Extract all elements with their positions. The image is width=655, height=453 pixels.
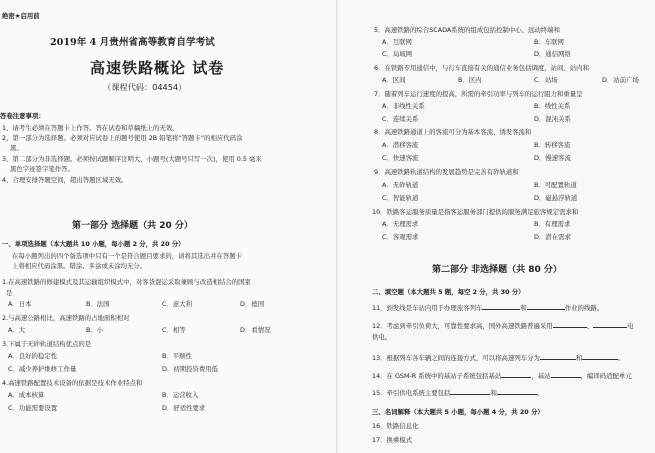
option-b: B．法国 [86, 300, 110, 308]
course-title: 高速铁路概论 试卷 [90, 59, 225, 77]
note-line: 1、请考生必须在答题卡上作答。答在试卷和草稿纸上的无效。 [2, 124, 179, 132]
option-c: C．站场 [534, 76, 558, 84]
note-line: 黑色字迹签字笔作答。 [10, 165, 74, 173]
option-d: D．看情况 [240, 326, 271, 334]
question-stem: 3.下属于无砟轨道结构优点的是 [2, 340, 92, 348]
question-stem: 1.在高速铁路的修建模式及其运输组织模式中，对客货混运采取兼顾与改造相结合的国家 [2, 278, 251, 286]
option-b: B．区内 [458, 76, 482, 84]
option-b: B．小 [86, 326, 104, 334]
question-stem: 6．在铁路专用通信中，与行车直接有关的通信业务包括调度、站间、站内和 [374, 64, 589, 72]
option-a: A．区间 [382, 76, 406, 84]
question-stem: 2.与高速公路相比，高速铁路的占地面积相对 [2, 314, 130, 322]
fill-question-15: 15．牵引供电系统主要包括 和 。 [372, 389, 544, 397]
section2-title: 二、填空题（本大题共 5 题，每空 2 分，共 30 分） [372, 288, 525, 296]
question-stem: 9．高速铁路轨道结构的发展趋势是完善有砟轨道和 [374, 168, 519, 176]
option-a: A．互联网 [382, 38, 412, 46]
note-line: 黑。 [10, 144, 23, 152]
option-b: B．平顺性 [162, 352, 192, 360]
note-line: 2、第一部分为选择题。必须对应试卷上的题号使用 2B 铅笔将“答题卡”的相应代码涂 [2, 134, 243, 142]
exam-line: 2019年 4 月贵州省高等教育自学考试 [50, 37, 215, 48]
option-c: C．相等 [162, 326, 186, 334]
option-d: D．通信网络 [534, 50, 571, 58]
question-stem: 7．随着列车运行速度的提高，所需的牵引功率与列车的运行阻力和重量呈 [374, 90, 583, 98]
part1-heading: 第一部分 选择题（共 20 分） [72, 221, 193, 231]
blank[interactable] [551, 370, 581, 378]
option-c: C．意大利 [162, 300, 193, 308]
section1-desc: 上将相应代码涂黑。错涂、多涂或未涂均无分。 [12, 262, 147, 270]
option-d: D．德国 [240, 300, 265, 308]
notes-title: 答卷注意事项： [0, 112, 45, 120]
section1-title: 一、单项选择题（本大题共 10 小题，每小题 2 分，共 20 分） [2, 240, 185, 248]
option-a: A．潜移客流 [382, 141, 419, 149]
option-a: A．良好的稳定性 [8, 352, 58, 360]
option-d: D．慢速客流 [534, 154, 571, 162]
fill-question-11: 11．到发线是车站内用于办理旅客列车 和 作业的线路。 [372, 304, 604, 312]
option-c: C．减少养护维修工作量 [8, 365, 77, 373]
fill-question-12: 12．考虑到牵引负荷大，可靠性要求高，国外高速铁路普遍采用 、 电 [372, 322, 634, 330]
fill-question-12-cont: 供电。 [372, 333, 392, 341]
option-d: D．潜在需求 [534, 233, 571, 241]
option-d: D．磁悬浮轨道 [534, 194, 578, 202]
course-code: （课程代码：04454） [103, 82, 187, 92]
option-b: B．有理需求 [534, 220, 571, 228]
option-c: C．局域网 [382, 50, 413, 58]
option-d: D．混沌关系 [534, 115, 571, 123]
question-stem: 10．铁路客运服务质量是指客运服务部门提供的服务满足旅客规定需求和 [372, 208, 579, 216]
option-a: A．大 [8, 326, 26, 334]
blank[interactable] [540, 352, 576, 360]
option-b: B．可配置轨道 [534, 181, 577, 189]
option-b: B．线性关系 [534, 102, 571, 110]
blank[interactable] [497, 387, 537, 395]
blank[interactable] [593, 320, 627, 328]
fill-question-14: 14．在 GSM-R 系统中的基站子系统包括基站 ，基站 ，编译码适配单元 [372, 372, 632, 380]
option-a: A．无理需求 [382, 220, 419, 228]
fill-question-13: 13．根据列车各车辆之间的连接方式，可以将高速列车分为 和 。 [372, 354, 625, 362]
option-c: C．智能轨道 [382, 194, 419, 202]
blank[interactable] [450, 387, 490, 395]
blank[interactable] [582, 352, 618, 360]
section3-title: 三、名词解释（本大题共 5 小题，每小题 4 分，共 20 分） [372, 408, 544, 416]
option-b: B．转移客流 [534, 141, 571, 149]
question-stem-cont: 是 [6, 289, 13, 297]
right-page [338, 0, 655, 453]
option-d: D．站前广场 [602, 76, 639, 84]
option-b: B．运营收入 [162, 391, 199, 399]
option-c: C．功能需要设置 [8, 404, 58, 412]
question-stem: 5．高速铁路的综合SCADA系统的组成包括控制中心、远动终端和 [374, 26, 560, 34]
term-item: 17．换乘模式 [372, 436, 413, 444]
blank[interactable] [553, 320, 587, 328]
secret-mark: 绝密★启用前 [2, 12, 40, 20]
option-d: D．舒适性要求 [162, 404, 206, 412]
blank[interactable] [501, 370, 531, 378]
option-b: B．车联网 [534, 38, 564, 46]
question-stem: 8．高速铁路通道上的客流可分为基本客流、诱发客流和 [374, 128, 532, 136]
option-a: A．成本核算 [8, 391, 45, 399]
option-c: C．客观需求 [382, 233, 419, 241]
blank[interactable] [527, 302, 565, 310]
option-d: D．初期投资费用低 [162, 365, 219, 373]
question-stem: 4.高速铁路配置技术设备的依据是技术作业特点和 [2, 379, 143, 387]
option-a: A．非线性关系 [382, 102, 425, 110]
option-a: A．无砟轨道 [382, 181, 419, 189]
option-a: A．日本 [8, 300, 32, 308]
note-line: 4、合理安排答题空间，超出答题区域无效。 [2, 176, 128, 184]
part2-heading: 第二部分 非选择题（共 80 分） [432, 265, 562, 275]
blank[interactable] [482, 302, 520, 310]
option-c: C．连续关系 [382, 115, 419, 123]
term-item: 16．铁路信息化 [372, 422, 419, 430]
option-c: C．快速客流 [382, 154, 419, 162]
section1-desc: 在每小题列出的四个备选项中只有一个是符合题目要求的，请将其选出并在答题卡 [12, 252, 243, 260]
note-line: 3、第二部分为非选择题。必须按试题顺序注明大、小题号(大题号只写一次)，使用 0.5 毫米 [2, 155, 262, 163]
